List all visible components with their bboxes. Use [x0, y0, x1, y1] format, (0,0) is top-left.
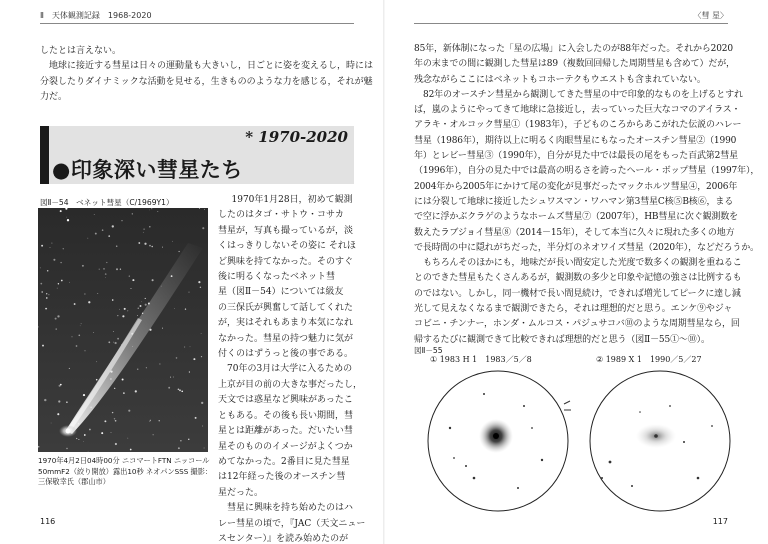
star	[149, 210, 150, 211]
star	[123, 392, 125, 394]
star	[188, 439, 189, 440]
star	[84, 434, 86, 436]
star	[96, 361, 97, 362]
star	[172, 241, 173, 242]
column-line: 1970年1月28日，初めて観測	[231, 195, 353, 205]
star	[146, 367, 147, 368]
star	[116, 268, 118, 270]
body-line: 2004年から2005年にかけて尾の変化が見事だったマックホルツ彗星④，2006年	[414, 181, 738, 192]
section-year: * 1970-2020	[245, 128, 348, 146]
star	[130, 449, 132, 451]
star	[131, 288, 132, 289]
star	[40, 267, 41, 268]
star	[121, 220, 122, 221]
star	[101, 432, 103, 434]
body-line: コビニ・チンナー，ホンダ・ムルコス・パジュサコバ⑩のような周期彗星なら，回	[414, 319, 740, 330]
star	[204, 209, 205, 210]
star	[45, 308, 47, 310]
star	[74, 303, 76, 305]
star	[106, 262, 107, 263]
star	[153, 434, 154, 435]
column-line: 70年の3月は大学に入るための	[227, 364, 353, 375]
star	[129, 275, 130, 276]
star	[132, 213, 133, 214]
body-line: で長時間の中に隠れがちだった，半分灯のネオワイズ彗星（2020年），などだろうか。	[414, 242, 759, 253]
star	[93, 332, 94, 333]
star	[78, 439, 79, 440]
star	[71, 336, 72, 337]
column-line: なかった。彗星の持つ魅力に気が	[218, 333, 354, 344]
star	[185, 308, 186, 309]
body-line: 残念ながらここにはベネットもコホーテクもウエストも含まれていない。	[414, 74, 706, 85]
star	[115, 420, 117, 422]
star	[66, 217, 67, 218]
star	[87, 238, 88, 239]
star	[143, 232, 144, 233]
header-rule	[414, 23, 728, 24]
star	[122, 315, 124, 317]
body-line: とのできた彗星もたくさんあるが，観測数の多少と印象や記憶の強さは比例するも	[414, 273, 742, 284]
star	[201, 356, 202, 357]
star	[120, 269, 121, 270]
body-line: アラキ・オルコック彗星①（1983年），子どものころからあこがれた伝説のハレー	[414, 120, 742, 131]
body-line: 彗星（1986年），期待以上に明るく肉眼彗星にもなったオースチン彗星②（1990	[414, 135, 737, 146]
star	[46, 293, 47, 294]
star	[114, 342, 116, 344]
header-rule	[40, 23, 354, 24]
body-line: で空に浮かぶクラゲのようなホームズ彗星⑦（2007年），HB彗星に次ぐ観測数を	[414, 212, 739, 223]
column-line: スセンター）』を読み始めたのが	[218, 533, 349, 544]
star	[152, 279, 154, 281]
star	[112, 299, 114, 301]
column-line: したのはタゴ・サトウ・コサカ	[218, 210, 344, 221]
star	[116, 245, 117, 246]
star	[137, 369, 138, 370]
star	[202, 227, 204, 229]
body-line: 82年のオースチン彗星から観測してきた彗星の中で印象的なものを上げるとすれ	[423, 89, 743, 100]
star	[144, 243, 146, 245]
column-line: ともある。その後も長い期間，彗	[218, 410, 354, 421]
figure-label-55: 図Ⅱ－55	[414, 346, 443, 355]
intro-line: 力だ。	[40, 92, 68, 103]
intro-line: したとは言えない。	[40, 46, 122, 56]
column-line: が，実はそれもあまり本気になれ	[218, 318, 354, 329]
body-line: 年の末までの間に観測した彗星は89（複数回回帰した周期彗星も含めて）だが，	[414, 59, 735, 70]
star	[149, 226, 151, 228]
running-head-left: Ⅱ 天体観測記録 1968-2020	[40, 11, 152, 20]
column-line: めてなかった。2番目に見た彗星	[218, 456, 350, 467]
star	[115, 443, 117, 445]
star	[150, 420, 151, 421]
page-number-left: 116	[40, 517, 56, 526]
star	[40, 283, 42, 285]
body-line: （1996年），自分の見た中では最高の明るさを誇ったヘール・ボップ彗星（1997年），	[414, 166, 760, 177]
star	[157, 211, 158, 212]
star	[57, 288, 58, 289]
left-column-text	[218, 193, 366, 544]
column-line: の三保氏が興奮して話してくれた	[218, 302, 354, 313]
sketch-2-circle	[580, 366, 740, 516]
star	[178, 251, 179, 252]
star	[151, 208, 152, 209]
body-line: 数えたラブジョイ彗星⑧（2014－15年），そして本当に久々に現れた多くの地方	[414, 227, 735, 238]
star	[149, 245, 151, 247]
star	[56, 328, 57, 329]
star	[128, 410, 130, 412]
star	[184, 346, 185, 347]
star	[122, 378, 124, 380]
star	[189, 371, 190, 372]
star	[105, 277, 106, 278]
star	[108, 341, 110, 343]
comet-nucleus	[66, 429, 71, 434]
star	[47, 270, 49, 272]
section-title: ●印象深い彗星たち	[52, 158, 243, 182]
comet-2-nucleus	[654, 434, 658, 438]
star	[60, 210, 62, 212]
star	[159, 420, 160, 421]
star	[159, 363, 160, 364]
star	[201, 333, 202, 334]
body-line: には分裂して地球に接近したシュワスマン・ワハマン第3彗星C核⑤B核⑥，まる	[414, 196, 734, 207]
column-line: ど興味を持てなかった。そのすぐ	[218, 256, 354, 267]
star	[135, 390, 137, 392]
star	[138, 308, 139, 309]
section-accent-stripe	[40, 126, 49, 184]
star	[51, 423, 52, 424]
running-head-right: 〈彗 星〉	[693, 11, 728, 20]
star	[188, 292, 189, 293]
star	[76, 345, 78, 347]
star	[81, 323, 82, 324]
star	[111, 432, 112, 433]
star	[83, 394, 85, 396]
star	[63, 248, 64, 249]
star	[82, 265, 84, 267]
star	[114, 388, 115, 389]
star	[102, 229, 104, 231]
star	[67, 219, 69, 221]
star	[124, 308, 126, 310]
star	[132, 279, 134, 281]
star	[138, 242, 140, 244]
star	[55, 318, 57, 320]
star	[58, 283, 59, 284]
star	[112, 412, 113, 413]
body-line: 帰するたびに観測できて比較できれば理想的だと思う（図Ⅱ－55①～⑩）。	[414, 334, 710, 345]
star	[69, 368, 70, 369]
star	[151, 246, 153, 248]
star	[204, 447, 205, 448]
star	[46, 297, 47, 298]
star	[140, 305, 142, 307]
star	[44, 399, 46, 401]
star	[76, 438, 77, 439]
body-line: 85年，新体制になった「星の広場」に入会したのが88年だった。それから2020	[414, 44, 733, 54]
comet-photo	[38, 208, 208, 452]
star	[53, 259, 55, 261]
star	[112, 225, 114, 227]
column-line: 彗星が，写真も撮っているが，淡	[218, 225, 354, 236]
star	[51, 243, 52, 244]
star	[66, 401, 68, 403]
body-line: ば，嵐のようにやってきて地球に急接近し，去っていった巨大なコマのアイラス・	[414, 105, 741, 116]
direction-marks	[564, 401, 571, 410]
star	[69, 282, 70, 283]
star	[61, 280, 63, 282]
page-number-right: 117	[712, 517, 728, 526]
star	[104, 420, 106, 422]
star	[105, 273, 107, 275]
star	[41, 245, 43, 247]
star	[174, 308, 175, 309]
column-line: 星だった。	[218, 487, 264, 498]
body-line: 年）とレビー彗星③（1990年），自分が見た中では最長の尾をもった百武第2彗星	[414, 151, 738, 162]
star	[178, 389, 180, 391]
column-line: レー彗星の頃で，『JAC（天文ニュー	[218, 518, 366, 529]
star	[193, 358, 195, 360]
star	[190, 346, 191, 347]
star	[78, 334, 80, 336]
star	[127, 438, 128, 439]
star	[66, 448, 67, 449]
star	[114, 418, 115, 419]
column-line: 彗星に興味を持ち始めたのはハ	[227, 503, 354, 514]
star	[117, 338, 119, 340]
column-line: 付くのはずうっと後の事である。	[218, 349, 354, 360]
star	[84, 293, 85, 294]
star	[178, 447, 180, 449]
star	[113, 342, 114, 343]
star	[41, 291, 43, 293]
star	[97, 293, 98, 294]
star	[96, 379, 98, 381]
star	[60, 384, 62, 386]
star	[202, 425, 203, 426]
star	[145, 304, 147, 306]
star	[88, 301, 90, 303]
star	[143, 228, 144, 229]
star	[149, 421, 150, 422]
star	[42, 345, 44, 347]
photo-caption: 1970年4月2日04時00分 ニコマートFTN ニッコール50mmF2（絞り開放）露出10秒 ネオパンSSS 撮影：三保敬幸氏（郡山市）	[38, 456, 213, 487]
star	[137, 315, 138, 316]
intro-line: 分裂したりダイナミックな活動を見せる，生きもののような力を感じる，それが魅	[40, 76, 373, 87]
star	[113, 331, 114, 332]
star	[162, 328, 163, 329]
column-line: 上京が目の前の大きな事だったし，	[218, 379, 363, 390]
star	[195, 417, 197, 419]
star	[141, 301, 142, 302]
star	[50, 247, 51, 248]
star	[179, 389, 181, 391]
star	[94, 214, 95, 215]
column-line: 後に明るくなったベネット彗	[218, 272, 336, 283]
star	[176, 357, 178, 359]
star	[83, 441, 84, 442]
star	[85, 350, 86, 351]
star	[58, 400, 60, 402]
star	[80, 325, 81, 326]
star	[127, 310, 128, 311]
star	[99, 269, 100, 270]
star	[168, 387, 170, 389]
star	[48, 294, 49, 295]
star	[200, 287, 201, 288]
star	[201, 402, 203, 404]
star	[173, 377, 174, 378]
body-line: もちろんそのほかにも，地味だが長い間安定した光度で数多くの観測を重ねるこ	[423, 258, 742, 269]
column-line: 星とは距離があった。だいたい彗	[218, 426, 353, 437]
star	[145, 298, 146, 299]
column-line: 星そのもののイメージがよくつか	[218, 441, 353, 452]
star	[117, 315, 118, 316]
star	[181, 390, 183, 392]
intro-line: 地球に接近する彗星は日々の運動量も大きいし，日ごとに姿を変えるし，時には	[49, 61, 374, 72]
star	[198, 281, 200, 283]
figure-label-54: 図Ⅱ－54 ベネット彗星（C/1969Y1）	[40, 198, 174, 207]
body-line: のではない。しかし，同一機材で長い間見続け，できれば増光してピークに達し減	[414, 288, 741, 299]
column-line: 星（図Ⅱ－54）については級友	[218, 287, 344, 298]
sketch-1-circle	[414, 366, 584, 516]
star	[162, 247, 163, 248]
star	[170, 377, 171, 378]
column-line: 天文では惑星など興味があったこ	[218, 395, 353, 406]
star	[88, 451, 89, 452]
right-page	[384, 0, 768, 544]
star	[180, 440, 181, 441]
star	[57, 315, 59, 317]
star	[103, 268, 104, 269]
intro-text	[40, 44, 374, 106]
star	[119, 309, 120, 310]
star	[57, 413, 59, 415]
right-body-text	[414, 42, 760, 348]
sketch-1-label: ① 1983 H 1 1983／5／8	[430, 355, 532, 364]
column-line: くはっきりしないその姿に それほ	[218, 241, 356, 252]
comet-1-nucleus	[493, 433, 499, 439]
sketch-2-label: ② 1989 X 1 1990／5／27	[596, 355, 702, 364]
star	[108, 235, 110, 237]
body-line: 光して見えなくなるまで観測できたら，それは理想的だと思う。エンケ⑨やジャ	[414, 304, 733, 315]
star	[60, 262, 61, 263]
star	[89, 429, 91, 431]
star	[95, 233, 97, 235]
column-line: は12年経った後のオースチン彗	[218, 472, 346, 483]
